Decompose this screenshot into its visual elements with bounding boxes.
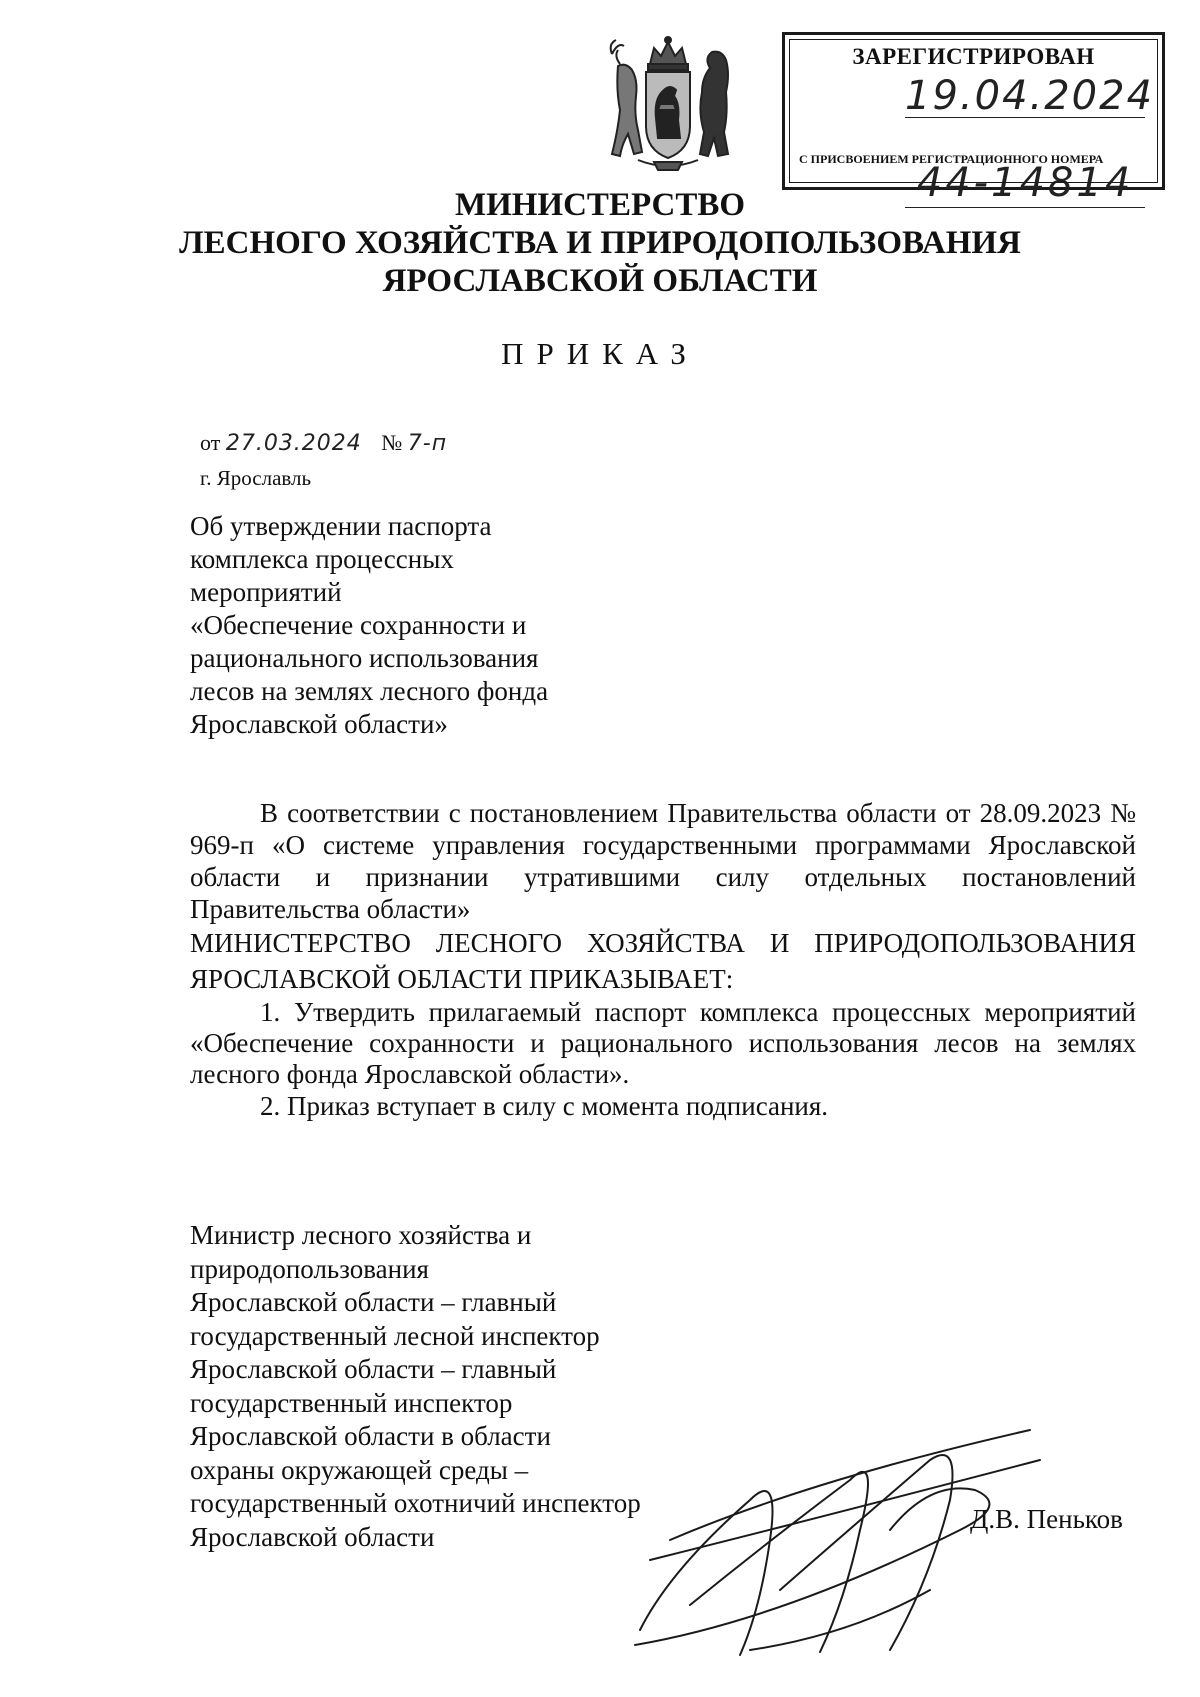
handwritten-date: 27.03.2024 (225, 431, 362, 456)
subject-line: мероприятий (190, 577, 342, 607)
stamp-registration-number: 44-14814 (916, 160, 1134, 206)
document-body (190, 797, 1136, 1122)
subject-line: комплекса процессных (190, 544, 454, 574)
signer-title-line: Ярославской области (190, 1521, 435, 1552)
stamp-title: ЗАРЕГИСТРИРОВАН (852, 44, 1095, 69)
subject-line: рационального использования (190, 643, 539, 673)
ministry-name-line: ЛЕСНОГО ХОЗЯЙСТВА И ПРИРОДОПОЛЬЗОВАНИЯ (179, 225, 1021, 261)
subject-line: «Обеспечение сохранности и (190, 610, 527, 640)
signer-title-line: природопользования (190, 1253, 429, 1284)
order-item-1: 1. Утвердить прилагаемый паспорт комплекса процессных мероприятий «Обеспечение сохранности и рационального использования лесов на землях лесного фонда Ярославской области». (190, 997, 1136, 1089)
date-number-line (200, 430, 447, 456)
stamp-subtitle: С ПРИСВОЕНИЕМ РЕГИСТРАЦИОННОГО НОМЕРА (799, 152, 1104, 166)
registration-stamp (782, 32, 1165, 206)
date-prefix: от (200, 430, 221, 455)
signer-title-line: государственный инспектор (190, 1387, 513, 1418)
coat-of-arms-icon (598, 34, 738, 174)
subject-line: Ярославской области» (190, 709, 448, 739)
document-type: ПРИКАЗ (501, 336, 699, 371)
stamp-registration-date: 19.04.2024 (905, 73, 1155, 119)
ministry-name-line: ЯРОСЛАВСКОЙ ОБЛАСТИ (382, 263, 818, 299)
number-prefix: № (381, 430, 403, 455)
subject-line: Об утверждении паспорта (190, 511, 492, 541)
city: г. Ярославль (200, 466, 312, 490)
ministry-name-line: МИНИСТЕРСТВО (454, 187, 746, 223)
document-subject (190, 510, 620, 741)
order-item-2: 2. Приказ вступает в силу с момента подписания. (260, 1091, 829, 1121)
signer-title-line: Ярославской области в области (190, 1421, 551, 1451)
order-phrase: МИНИСТЕРСТВО ЛЕСНОГО ХОЗЯЙСТВА И ПРИРОДОПОЛЬЗОВАНИЯ ЯРОСЛАВСКОЙ ОБЛАСТИ ПРИКАЗЫВАЕТ: (190, 928, 1136, 994)
signer-title-line: государственный лесной инспектор (190, 1320, 600, 1351)
ministry-name (150, 186, 1050, 300)
signer-title-line: государственный охотничий инспектор (190, 1488, 641, 1518)
signer-title-line: охраны окружающей среды – (190, 1454, 529, 1485)
handwritten-number: 7-п (407, 431, 448, 456)
handwritten-signature (630, 1420, 1050, 1660)
signer-title-line: Министр лесного хозяйства и (190, 1220, 532, 1250)
subject-line: лесов на землях лесного фонда (190, 676, 549, 706)
signer-title-line: Ярославской области – главный (190, 1287, 557, 1317)
preamble-paragraph: В соответствии с постановлением Правительства области от 28.09.2023 № 969-п «О системе управления государственными программами Ярославской области и признании утратившими силу отдельных постановлений Правительства области» (190, 798, 1136, 924)
signer-title-line: Ярославской области – главный (190, 1354, 557, 1384)
stamp-date-underline (905, 117, 1145, 118)
signer-name: Д.В. Пеньков (970, 1504, 1123, 1534)
